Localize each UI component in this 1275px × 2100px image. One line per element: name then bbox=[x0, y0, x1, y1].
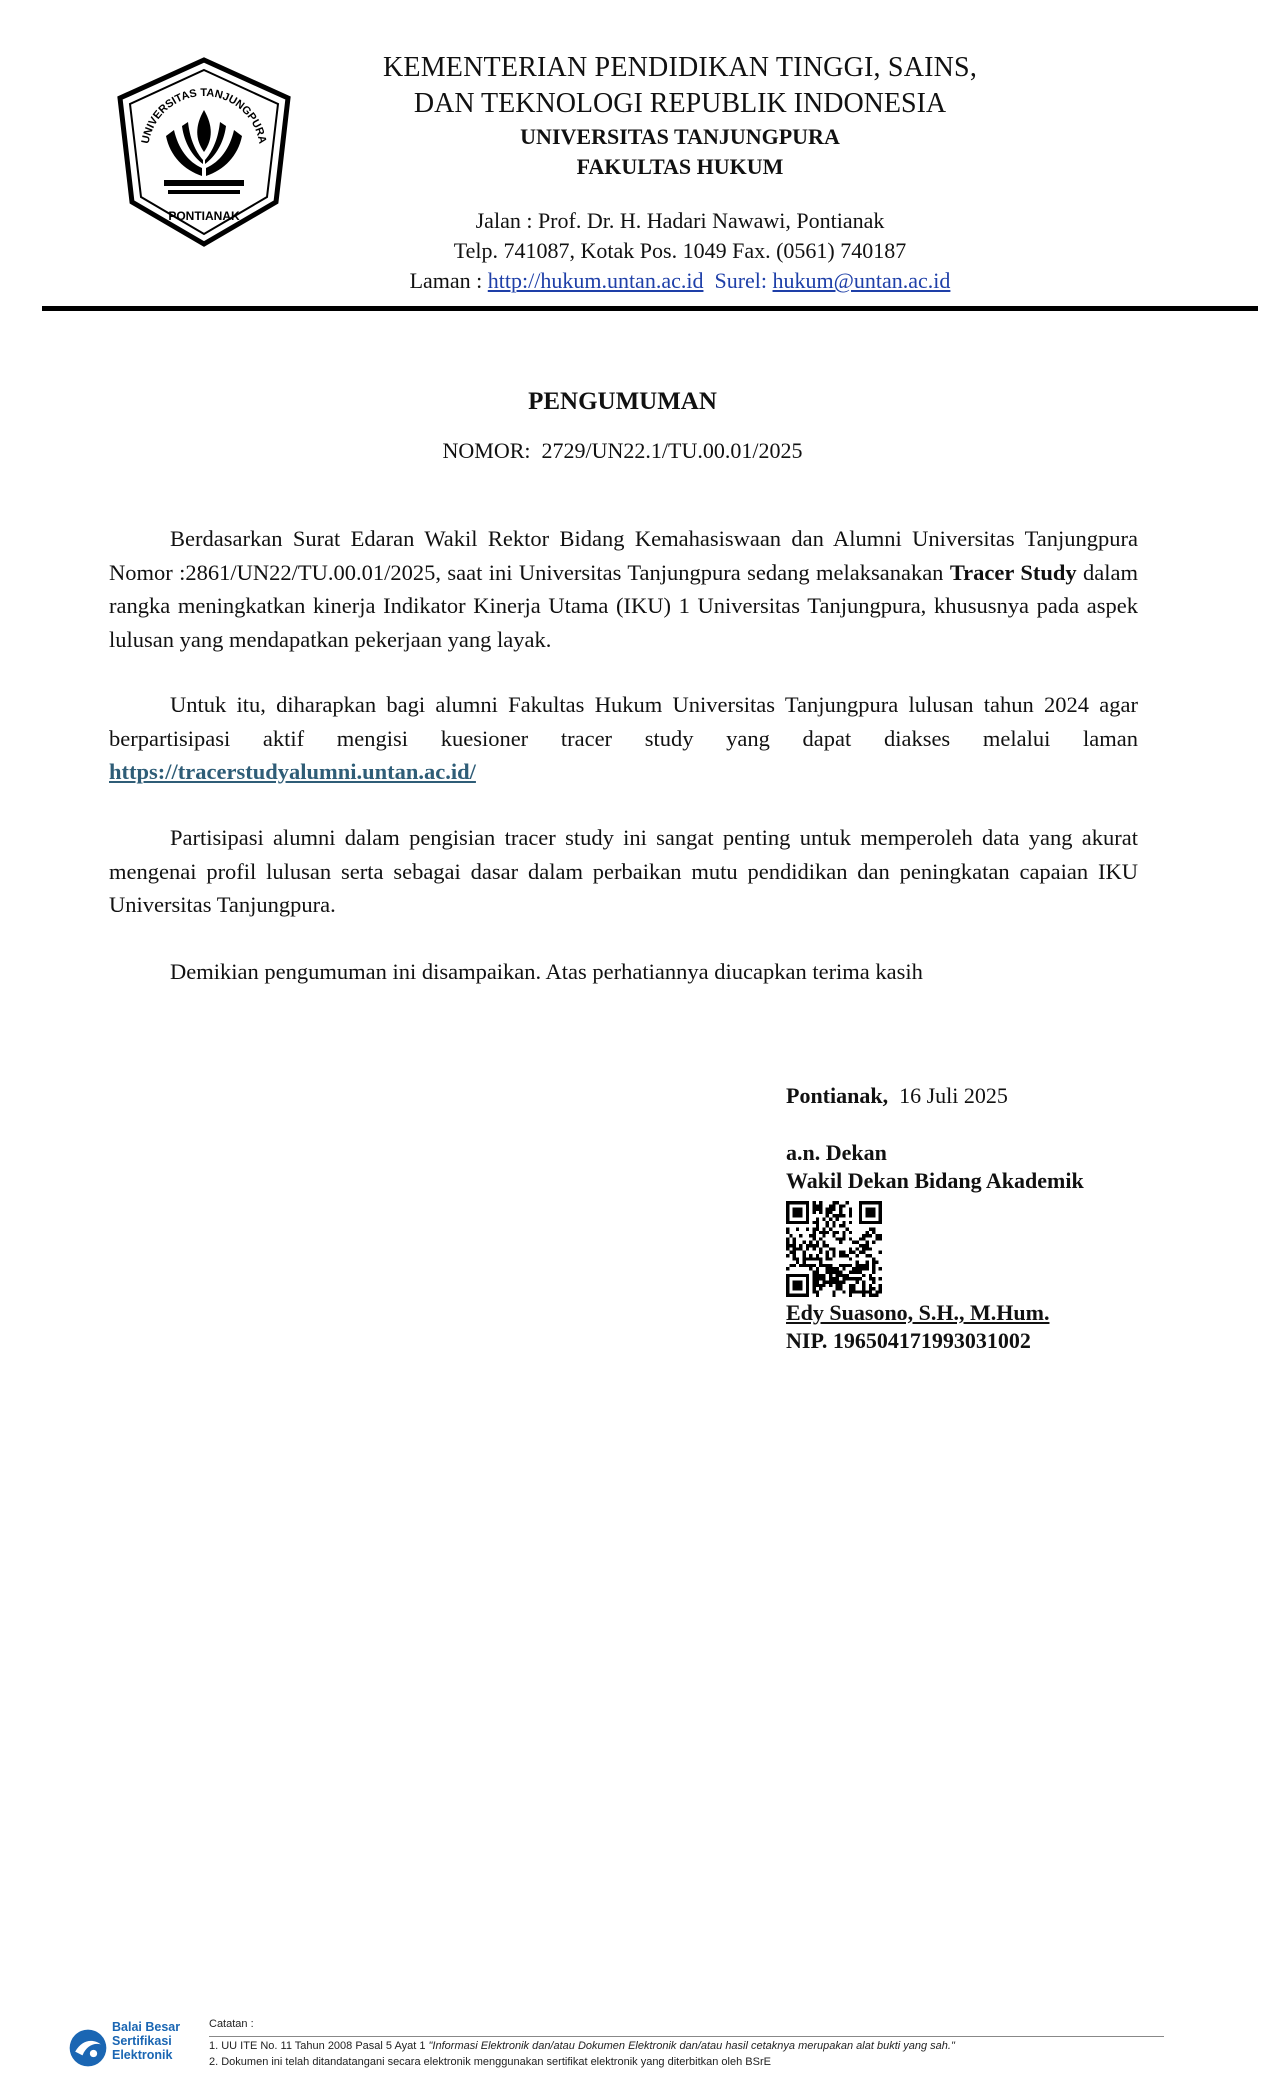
signature-place-date bbox=[786, 1083, 1008, 1109]
contact-line bbox=[300, 268, 1060, 294]
nomor-value: 2729/UN22.1/TU.00.01/2025 bbox=[541, 438, 803, 463]
announcement-number bbox=[0, 438, 1245, 464]
note1-quote: "Informasi Elektronik dan/atau Dokumen Elektronik dan/atau hasil cetaknya merupakan alat bukti yang sah." bbox=[428, 2040, 955, 2052]
tracer-study-link[interactable]: https://tracerstudyalumni.untan.ac.id/ bbox=[109, 759, 476, 784]
surel-email-link[interactable]: hukum@untan.ac.id bbox=[772, 268, 951, 293]
letterhead-divider bbox=[42, 306, 1258, 311]
laman-label: Laman : bbox=[409, 268, 488, 293]
footer-note-2: 2. Dokumen ini telah ditandatangani secara elektronik menggunakan sertifikat elektronik yang diterbitkan oleh BSrE bbox=[209, 2056, 771, 2068]
nomor-label: NOMOR: bbox=[442, 438, 531, 463]
note1-prefix: 1. UU ITE No. 11 Tahun 2008 Pasal 5 Ayat 1 bbox=[209, 2040, 429, 2052]
bsre-name bbox=[112, 2020, 180, 2062]
signature-date: 16 Juli 2025 bbox=[899, 1083, 1008, 1108]
p4-text: Demikian pengumuman ini disampaikan. Atas perhatiannya diucapkan terima kasih bbox=[170, 959, 923, 984]
bsre-line-1: Balai Besar bbox=[112, 2020, 181, 2034]
footer-notes bbox=[209, 2016, 955, 2070]
paragraph-2 bbox=[109, 688, 1138, 789]
signature-an: a.n. Dekan bbox=[786, 1140, 887, 1165]
paragraph-1 bbox=[109, 522, 1138, 656]
logo-arc-text: UNIVERSITAS TANJUNGPURA bbox=[139, 86, 269, 145]
catatan-title: Catatan : bbox=[209, 2018, 254, 2030]
university-name: UNIVERSITAS TANJUNGPURA bbox=[520, 124, 840, 149]
footer-note-1 bbox=[209, 2038, 955, 2054]
p1-text-a: Berdasarkan Surat Edaran Wakil Rektor Bidang Kemahasiswaan dan Alumni Universitas Tanjungpura Nomor :2861/UN22/TU.00.01/2025, saat ini Universitas Tanjungpura sedang melaksanakan bbox=[109, 526, 1138, 585]
signature-position: Wakil Dekan Bidang Akademik bbox=[786, 1168, 1084, 1193]
paragraph-3 bbox=[109, 821, 1138, 922]
signature-qr-code bbox=[786, 1201, 882, 1297]
signature-place: Pontianak, bbox=[786, 1083, 889, 1108]
signer-nip: NIP. 196504171993031002 bbox=[786, 1328, 1031, 1353]
ministry-line-2: DAN TEKNOLOGI REPUBLIK INDONESIA bbox=[413, 88, 947, 119]
p2-text: Untuk itu, diharapkan bagi alumni Fakultas Hukum Universitas Tanjungpura lulusan tahun 2024 agar berpartisipasi aktif mengisi kuesioner tracer study yang dapat diakses melalui laman bbox=[109, 692, 1138, 751]
ministry-line-1: KEMENTERIAN PENDIDIKAN TINGGI, SAINS, bbox=[382, 52, 978, 83]
phone-line: Telp. 741087, Kotak Pos. 1049 Fax. (0561) 740187 bbox=[453, 238, 907, 263]
logo-bottom-text: PONTIANAK bbox=[168, 209, 240, 223]
bsre-line-2: Sertifikasi bbox=[112, 2034, 172, 2048]
signer-name: Edy Suasono, S.H., M.Hum. bbox=[786, 1300, 1050, 1325]
faculty-name: FAKULTAS HUKUM bbox=[576, 154, 784, 179]
bsre-logo-icon bbox=[66, 2026, 110, 2070]
footer-divider bbox=[209, 2036, 1164, 2037]
announcement-title: PENGUMUMAN bbox=[528, 388, 717, 415]
p1-text-b: dalam rangka meningkatkan kinerja Indikator Kinerja Utama (IKU) 1 Universitas Tanjungpura, khususnya pada aspek lulusan yang mendapatkan pekerjaan yang layak. bbox=[109, 559, 1138, 652]
laman-link[interactable]: http://hukum.untan.ac.id bbox=[487, 268, 704, 293]
bsre-line-3: Elektronik bbox=[112, 2048, 173, 2062]
university-logo bbox=[104, 52, 304, 252]
p3-text: Partisipasi alumni dalam pengisian tracer study ini sangat penting untuk memperoleh data yang akurat mengenai profil lulusan serta sebagai dasar dalam perbaikan mutu pendidikan dan peningkatan capaian IKU Universitas Tanjungpura. bbox=[109, 825, 1138, 917]
paragraph-4 bbox=[109, 955, 1138, 989]
address-line: Jalan : Prof. Dr. H. Hadari Nawawi, Pontianak bbox=[475, 208, 885, 233]
surel-label: Surel: bbox=[714, 268, 773, 293]
p1-tracer-study: Tracer Study bbox=[949, 559, 1077, 585]
